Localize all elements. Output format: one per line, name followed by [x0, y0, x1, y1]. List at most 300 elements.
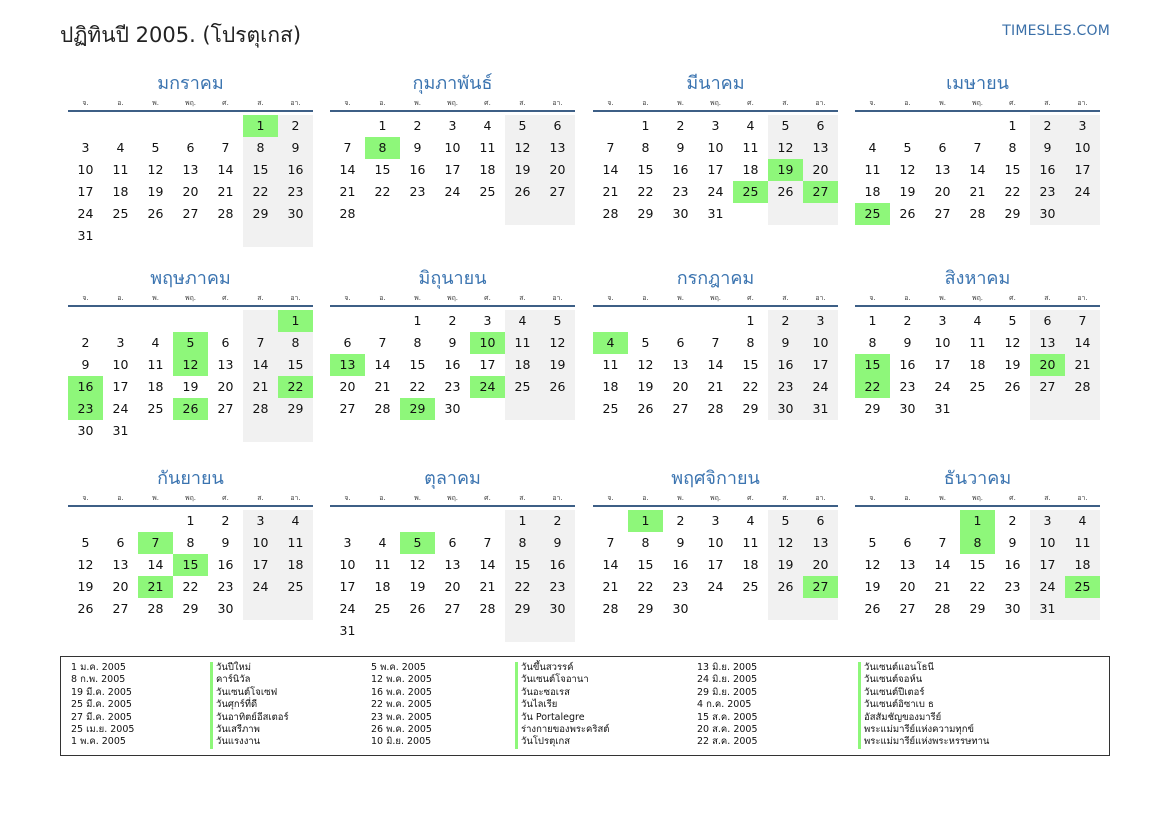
- day-cell[interactable]: 30: [540, 598, 575, 620]
- day-cell[interactable]: 9: [768, 332, 803, 354]
- day-cell[interactable]: 26: [768, 181, 803, 203]
- day-cell[interactable]: 6: [803, 510, 838, 532]
- day-cell[interactable]: 18: [969, 357, 986, 372]
- day-cell[interactable]: 10: [707, 535, 724, 550]
- day-cell[interactable]: 25: [112, 206, 129, 221]
- day-cell[interactable]: 21: [602, 579, 619, 594]
- day-cell[interactable]: 8: [641, 535, 650, 550]
- day-cell[interactable]: 22: [742, 379, 759, 394]
- day-cell[interactable]: 13: [182, 162, 199, 177]
- day-cell[interactable]: 16: [899, 357, 916, 372]
- day-cell[interactable]: 7: [973, 140, 982, 155]
- day-cell-holiday[interactable]: 24: [470, 376, 505, 398]
- day-cell[interactable]: 1: [1008, 118, 1017, 133]
- day-cell[interactable]: 18: [864, 184, 881, 199]
- day-cell[interactable]: 6: [116, 535, 125, 550]
- day-cell[interactable]: 17: [77, 184, 94, 199]
- day-cell[interactable]: 21: [602, 184, 619, 199]
- day-cell-holiday[interactable]: 22: [278, 376, 313, 398]
- day-cell-holiday[interactable]: 7: [138, 532, 173, 554]
- day-cell[interactable]: 31: [339, 623, 356, 638]
- day-cell[interactable]: 19: [540, 354, 575, 376]
- day-cell[interactable]: 24: [112, 401, 129, 416]
- day-cell[interactable]: 4: [278, 510, 313, 532]
- day-cell[interactable]: 6: [221, 335, 230, 350]
- day-cell[interactable]: 30: [672, 601, 689, 616]
- day-cell-holiday[interactable]: 22: [855, 376, 890, 398]
- day-cell[interactable]: 7: [243, 332, 278, 354]
- day-cell[interactable]: 25: [147, 401, 164, 416]
- day-cell[interactable]: 31: [803, 398, 838, 420]
- day-cell[interactable]: 9: [413, 140, 422, 155]
- day-cell[interactable]: 28: [339, 206, 356, 221]
- day-cell[interactable]: 20: [112, 579, 129, 594]
- day-cell[interactable]: 3: [116, 335, 125, 350]
- day-cell[interactable]: 14: [243, 354, 278, 376]
- day-cell[interactable]: 7: [221, 140, 230, 155]
- day-cell[interactable]: 16: [768, 354, 803, 376]
- day-cell[interactable]: 9: [448, 335, 457, 350]
- day-cell[interactable]: 27: [672, 401, 689, 416]
- day-cell[interactable]: 15: [278, 354, 313, 376]
- day-cell[interactable]: 4: [505, 310, 540, 332]
- day-cell[interactable]: 19: [147, 184, 164, 199]
- day-cell-holiday[interactable]: 1: [960, 510, 995, 532]
- day-cell-holiday[interactable]: 26: [173, 398, 208, 420]
- day-cell[interactable]: 1: [746, 313, 755, 328]
- day-cell[interactable]: 30: [899, 401, 916, 416]
- day-cell[interactable]: 29: [505, 598, 540, 620]
- day-cell[interactable]: 5: [81, 535, 90, 550]
- day-cell[interactable]: 31: [77, 228, 94, 243]
- day-cell[interactable]: 10: [444, 140, 461, 155]
- day-cell-holiday[interactable]: 27: [803, 576, 838, 598]
- day-cell[interactable]: 8: [641, 140, 650, 155]
- day-cell[interactable]: 11: [479, 140, 496, 155]
- day-cell[interactable]: 5: [1008, 313, 1017, 328]
- day-cell[interactable]: 17: [1065, 159, 1100, 181]
- day-cell[interactable]: 18: [374, 579, 391, 594]
- day-cell[interactable]: 24: [1065, 181, 1100, 203]
- day-cell[interactable]: 10: [243, 532, 278, 554]
- day-cell[interactable]: 20: [899, 579, 916, 594]
- day-cell-holiday[interactable]: 10: [470, 332, 505, 354]
- day-cell[interactable]: 2: [221, 513, 230, 528]
- day-cell[interactable]: 6: [1030, 310, 1065, 332]
- day-cell[interactable]: 16: [672, 162, 689, 177]
- day-cell[interactable]: 22: [969, 579, 986, 594]
- day-cell[interactable]: 17: [707, 162, 724, 177]
- day-cell[interactable]: 19: [768, 554, 803, 576]
- day-cell[interactable]: 25: [742, 579, 759, 594]
- day-cell[interactable]: 12: [637, 357, 654, 372]
- day-cell[interactable]: 29: [969, 601, 986, 616]
- day-cell[interactable]: 14: [374, 357, 391, 372]
- day-cell[interactable]: 16: [672, 557, 689, 572]
- day-cell[interactable]: 5: [868, 535, 877, 550]
- day-cell[interactable]: 21: [969, 184, 986, 199]
- day-cell[interactable]: 13: [444, 557, 461, 572]
- day-cell[interactable]: 19: [409, 579, 426, 594]
- day-cell[interactable]: 2: [676, 513, 685, 528]
- day-cell[interactable]: 5: [151, 140, 160, 155]
- day-cell[interactable]: 11: [147, 357, 164, 372]
- day-cell[interactable]: 14: [1065, 332, 1100, 354]
- day-cell[interactable]: 27: [182, 206, 199, 221]
- day-cell[interactable]: 3: [81, 140, 90, 155]
- day-cell[interactable]: 9: [1030, 137, 1065, 159]
- day-cell[interactable]: 18: [147, 379, 164, 394]
- day-cell[interactable]: 16: [217, 557, 234, 572]
- day-cell[interactable]: 12: [768, 532, 803, 554]
- day-cell[interactable]: 2: [1008, 513, 1017, 528]
- day-cell[interactable]: 24: [803, 376, 838, 398]
- day-cell-holiday[interactable]: 12: [173, 354, 208, 376]
- day-cell[interactable]: 28: [602, 206, 619, 221]
- day-cell[interactable]: 12: [147, 162, 164, 177]
- day-cell[interactable]: 31: [934, 401, 951, 416]
- day-cell[interactable]: 31: [707, 206, 724, 221]
- day-cell[interactable]: 27: [540, 181, 575, 203]
- day-cell[interactable]: 20: [217, 379, 234, 394]
- day-cell[interactable]: 9: [676, 140, 685, 155]
- day-cell[interactable]: 30: [444, 401, 461, 416]
- day-cell[interactable]: 15: [243, 159, 278, 181]
- day-cell[interactable]: 13: [217, 357, 234, 372]
- day-cell[interactable]: 20: [672, 379, 689, 394]
- day-cell[interactable]: 9: [221, 535, 230, 550]
- day-cell[interactable]: 17: [243, 554, 278, 576]
- day-cell[interactable]: 25: [278, 576, 313, 598]
- day-cell[interactable]: 13: [934, 162, 951, 177]
- day-cell[interactable]: 27: [444, 601, 461, 616]
- day-cell[interactable]: 15: [374, 162, 391, 177]
- day-cell[interactable]: 5: [768, 510, 803, 532]
- day-cell[interactable]: 10: [339, 557, 356, 572]
- day-cell[interactable]: 20: [182, 184, 199, 199]
- day-cell[interactable]: 24: [444, 184, 461, 199]
- day-cell[interactable]: 11: [1065, 532, 1100, 554]
- day-cell[interactable]: 24: [934, 379, 951, 394]
- day-cell[interactable]: 22: [1004, 184, 1021, 199]
- day-cell[interactable]: 18: [742, 162, 759, 177]
- day-cell[interactable]: 19: [505, 159, 540, 181]
- day-cell[interactable]: 29: [278, 398, 313, 420]
- day-cell[interactable]: 10: [1065, 137, 1100, 159]
- day-cell[interactable]: 11: [112, 162, 129, 177]
- day-cell[interactable]: 5: [768, 115, 803, 137]
- day-cell[interactable]: 5: [903, 140, 912, 155]
- day-cell[interactable]: 16: [444, 357, 461, 372]
- day-cell[interactable]: 22: [409, 379, 426, 394]
- day-cell[interactable]: 15: [637, 162, 654, 177]
- day-cell[interactable]: 15: [969, 557, 986, 572]
- day-cell[interactable]: 11: [374, 557, 391, 572]
- day-cell[interactable]: 19: [182, 379, 199, 394]
- day-cell[interactable]: 15: [637, 557, 654, 572]
- day-cell[interactable]: 22: [182, 579, 199, 594]
- day-cell[interactable]: 27: [1030, 376, 1065, 398]
- day-cell[interactable]: 20: [803, 554, 838, 576]
- day-cell[interactable]: 11: [969, 335, 986, 350]
- day-cell[interactable]: 12: [768, 137, 803, 159]
- day-cell[interactable]: 4: [746, 513, 755, 528]
- day-cell[interactable]: 28: [147, 601, 164, 616]
- day-cell-holiday[interactable]: 1: [628, 510, 663, 532]
- day-cell[interactable]: 19: [899, 184, 916, 199]
- day-cell[interactable]: 8: [186, 535, 195, 550]
- day-cell[interactable]: 16: [1030, 159, 1065, 181]
- day-cell[interactable]: 7: [711, 335, 720, 350]
- day-cell[interactable]: 21: [374, 379, 391, 394]
- day-cell[interactable]: 2: [81, 335, 90, 350]
- day-cell[interactable]: 30: [278, 203, 313, 225]
- day-cell[interactable]: 11: [278, 532, 313, 554]
- day-cell[interactable]: 13: [672, 357, 689, 372]
- day-cell[interactable]: 15: [505, 554, 540, 576]
- day-cell[interactable]: 20: [540, 159, 575, 181]
- day-cell[interactable]: 17: [707, 557, 724, 572]
- day-cell[interactable]: 12: [1004, 335, 1021, 350]
- day-cell[interactable]: 24: [339, 601, 356, 616]
- day-cell[interactable]: 12: [864, 557, 881, 572]
- day-cell[interactable]: 2: [278, 115, 313, 137]
- day-cell[interactable]: 24: [1030, 576, 1065, 598]
- day-cell[interactable]: 3: [483, 313, 492, 328]
- day-cell[interactable]: 29: [637, 601, 654, 616]
- day-cell[interactable]: 3: [448, 118, 457, 133]
- day-cell[interactable]: 14: [217, 162, 234, 177]
- day-cell[interactable]: 28: [243, 398, 278, 420]
- day-cell[interactable]: 6: [903, 535, 912, 550]
- day-cell[interactable]: 18: [278, 554, 313, 576]
- day-cell[interactable]: 2: [903, 313, 912, 328]
- day-cell[interactable]: 29: [1004, 206, 1021, 221]
- day-cell[interactable]: 2: [448, 313, 457, 328]
- day-cell[interactable]: 13: [899, 557, 916, 572]
- day-cell[interactable]: 26: [147, 206, 164, 221]
- day-cell[interactable]: 7: [606, 140, 615, 155]
- day-cell[interactable]: 3: [711, 118, 720, 133]
- day-cell[interactable]: 21: [1065, 354, 1100, 376]
- day-cell-holiday[interactable]: 21: [138, 576, 173, 598]
- day-cell[interactable]: 23: [1030, 181, 1065, 203]
- day-cell[interactable]: 31: [1030, 598, 1065, 620]
- day-cell[interactable]: 3: [938, 313, 947, 328]
- day-cell[interactable]: 23: [444, 379, 461, 394]
- day-cell[interactable]: 23: [899, 379, 916, 394]
- day-cell[interactable]: 2: [413, 118, 422, 133]
- day-cell[interactable]: 13: [803, 137, 838, 159]
- day-cell[interactable]: 1: [413, 313, 422, 328]
- day-cell[interactable]: 19: [864, 579, 881, 594]
- day-cell[interactable]: 12: [899, 162, 916, 177]
- day-cell-holiday[interactable]: 29: [400, 398, 435, 420]
- day-cell[interactable]: 6: [803, 115, 838, 137]
- day-cell[interactable]: 21: [339, 184, 356, 199]
- day-cell[interactable]: 11: [505, 332, 540, 354]
- day-cell[interactable]: 11: [864, 162, 881, 177]
- day-cell[interactable]: 11: [742, 535, 759, 550]
- day-cell[interactable]: 23: [768, 376, 803, 398]
- day-cell-holiday[interactable]: 27: [803, 181, 838, 203]
- day-cell[interactable]: 2: [676, 118, 685, 133]
- day-cell[interactable]: 26: [768, 576, 803, 598]
- day-cell[interactable]: 28: [217, 206, 234, 221]
- day-cell[interactable]: 22: [637, 579, 654, 594]
- day-cell[interactable]: 27: [339, 401, 356, 416]
- day-cell[interactable]: 10: [803, 332, 838, 354]
- day-cell[interactable]: 23: [217, 579, 234, 594]
- day-cell[interactable]: 7: [606, 535, 615, 550]
- day-cell[interactable]: 4: [973, 313, 982, 328]
- day-cell[interactable]: 23: [540, 576, 575, 598]
- day-cell[interactable]: 8: [413, 335, 422, 350]
- day-cell[interactable]: 31: [112, 423, 129, 438]
- day-cell-holiday[interactable]: 1: [243, 115, 278, 137]
- day-cell[interactable]: 27: [217, 401, 234, 416]
- day-cell[interactable]: 16: [278, 159, 313, 181]
- day-cell[interactable]: 21: [217, 184, 234, 199]
- day-cell[interactable]: 15: [742, 357, 759, 372]
- day-cell[interactable]: 6: [676, 335, 685, 350]
- day-cell[interactable]: 16: [540, 554, 575, 576]
- day-cell[interactable]: 14: [934, 557, 951, 572]
- day-cell[interactable]: 3: [1065, 115, 1100, 137]
- day-cell[interactable]: 14: [602, 162, 619, 177]
- day-cell[interactable]: 3: [243, 510, 278, 532]
- day-cell-holiday[interactable]: 8: [365, 137, 400, 159]
- day-cell[interactable]: 13: [1030, 332, 1065, 354]
- day-cell[interactable]: 17: [112, 379, 129, 394]
- day-cell[interactable]: 8: [1008, 140, 1017, 155]
- day-cell[interactable]: 3: [803, 310, 838, 332]
- day-cell[interactable]: 1: [505, 510, 540, 532]
- day-cell[interactable]: 26: [899, 206, 916, 221]
- day-cell[interactable]: 27: [934, 206, 951, 221]
- day-cell[interactable]: 15: [409, 357, 426, 372]
- day-cell-holiday[interactable]: 25: [733, 181, 768, 203]
- day-cell[interactable]: 15: [1004, 162, 1021, 177]
- day-cell[interactable]: 4: [378, 535, 387, 550]
- day-cell[interactable]: 30: [768, 398, 803, 420]
- day-cell[interactable]: 21: [479, 579, 496, 594]
- day-cell[interactable]: 11: [602, 357, 619, 372]
- day-cell[interactable]: 24: [77, 206, 94, 221]
- day-cell[interactable]: 24: [243, 576, 278, 598]
- day-cell[interactable]: 9: [903, 335, 912, 350]
- day-cell[interactable]: 18: [602, 379, 619, 394]
- day-cell[interactable]: 22: [243, 181, 278, 203]
- day-cell[interactable]: 12: [77, 557, 94, 572]
- day-cell[interactable]: 4: [1065, 510, 1100, 532]
- day-cell[interactable]: 27: [899, 601, 916, 616]
- day-cell-holiday[interactable]: 8: [960, 532, 995, 554]
- day-cell[interactable]: 26: [505, 181, 540, 203]
- day-cell[interactable]: 20: [444, 579, 461, 594]
- day-cell[interactable]: 10: [77, 162, 94, 177]
- day-cell[interactable]: 18: [112, 184, 129, 199]
- day-cell[interactable]: 20: [339, 379, 356, 394]
- day-cell[interactable]: 18: [479, 162, 496, 177]
- day-cell[interactable]: 25: [505, 376, 540, 398]
- day-cell[interactable]: 23: [1004, 579, 1021, 594]
- day-cell-holiday[interactable]: 25: [1065, 576, 1100, 598]
- day-cell[interactable]: 14: [339, 162, 356, 177]
- day-cell[interactable]: 23: [278, 181, 313, 203]
- day-cell[interactable]: 11: [742, 140, 759, 155]
- day-cell[interactable]: 6: [343, 335, 352, 350]
- day-cell[interactable]: 3: [1030, 510, 1065, 532]
- day-cell[interactable]: 3: [343, 535, 352, 550]
- day-cell[interactable]: 14: [479, 557, 496, 572]
- day-cell[interactable]: 20: [934, 184, 951, 199]
- day-cell[interactable]: 4: [746, 118, 755, 133]
- day-cell[interactable]: 24: [707, 184, 724, 199]
- site-logo-text[interactable]: TIMESLES.COM: [1002, 23, 1110, 39]
- day-cell[interactable]: 17: [444, 162, 461, 177]
- day-cell[interactable]: 28: [479, 601, 496, 616]
- day-cell[interactable]: 6: [448, 535, 457, 550]
- day-cell[interactable]: 29: [637, 206, 654, 221]
- day-cell[interactable]: 13: [112, 557, 129, 572]
- day-cell-holiday[interactable]: 1: [278, 310, 313, 332]
- day-cell[interactable]: 16: [1004, 557, 1021, 572]
- day-cell[interactable]: 5: [641, 335, 650, 350]
- day-cell[interactable]: 12: [409, 557, 426, 572]
- day-cell[interactable]: 17: [479, 357, 496, 372]
- day-cell[interactable]: 26: [540, 376, 575, 398]
- day-cell-holiday[interactable]: 5: [400, 532, 435, 554]
- day-cell[interactable]: 26: [637, 401, 654, 416]
- day-cell[interactable]: 25: [969, 379, 986, 394]
- day-cell[interactable]: 10: [707, 140, 724, 155]
- day-cell[interactable]: 7: [1065, 310, 1100, 332]
- day-cell[interactable]: 6: [938, 140, 947, 155]
- day-cell[interactable]: 12: [540, 332, 575, 354]
- day-cell[interactable]: 25: [374, 601, 391, 616]
- day-cell[interactable]: 8: [505, 532, 540, 554]
- day-cell[interactable]: 20: [803, 159, 838, 181]
- day-cell[interactable]: 12: [505, 137, 540, 159]
- day-cell-holiday[interactable]: 16: [68, 376, 103, 398]
- day-cell[interactable]: 8: [278, 332, 313, 354]
- day-cell[interactable]: 23: [672, 579, 689, 594]
- day-cell[interactable]: 7: [938, 535, 947, 550]
- day-cell[interactable]: 22: [374, 184, 391, 199]
- day-cell[interactable]: 21: [707, 379, 724, 394]
- day-cell-holiday[interactable]: 15: [173, 554, 208, 576]
- day-cell-holiday[interactable]: 4: [593, 332, 628, 354]
- day-cell[interactable]: 9: [676, 535, 685, 550]
- day-cell[interactable]: 9: [540, 532, 575, 554]
- day-cell[interactable]: 25: [479, 184, 496, 199]
- day-cell[interactable]: 19: [1004, 357, 1021, 372]
- day-cell[interactable]: 19: [77, 579, 94, 594]
- day-cell[interactable]: 29: [742, 401, 759, 416]
- day-cell[interactable]: 29: [243, 203, 278, 225]
- day-cell[interactable]: 27: [112, 601, 129, 616]
- day-cell[interactable]: 7: [483, 535, 492, 550]
- day-cell[interactable]: 18: [1065, 554, 1100, 576]
- day-cell[interactable]: 30: [217, 601, 234, 616]
- day-cell[interactable]: 28: [1065, 376, 1100, 398]
- day-cell[interactable]: 28: [602, 601, 619, 616]
- day-cell-holiday[interactable]: 25: [855, 203, 890, 225]
- day-cell[interactable]: 28: [374, 401, 391, 416]
- day-cell[interactable]: 26: [864, 601, 881, 616]
- day-cell[interactable]: 21: [934, 579, 951, 594]
